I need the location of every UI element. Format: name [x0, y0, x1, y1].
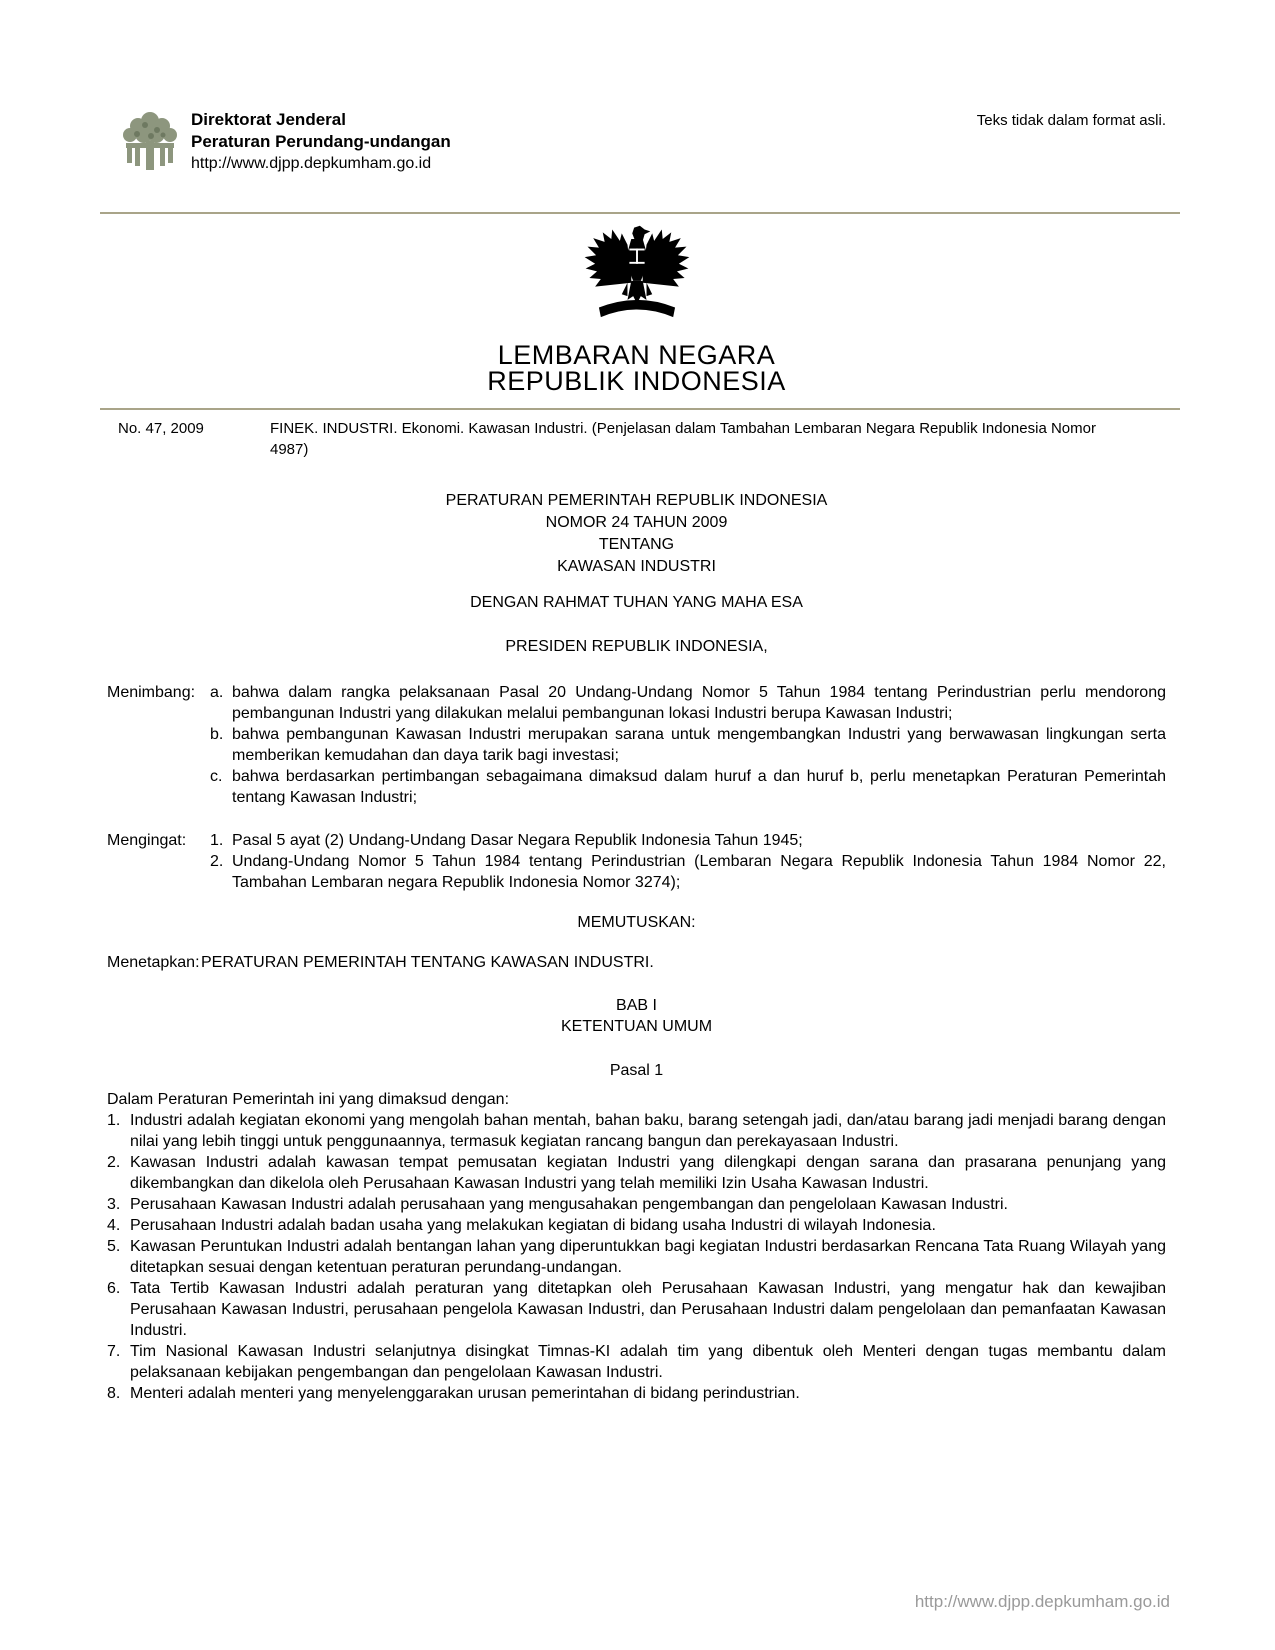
item-text: Industri adalah kegiatan ekonomi yang mengolah bahan mentah, bahan baku, barang setengah jadi, dan/atau barang jadi menjadi barang dengan nilai yang lebih tinggi untuk penggunaannya, termasuk kegiatan rancang bangun dan perekayasaan Industri.: [130, 1112, 1166, 1150]
item-marker: 7.: [107, 1343, 121, 1360]
definition-item: [107, 1278, 1166, 1341]
definition-item: [107, 1215, 1166, 1236]
header-url: http://www.djpp.depkumham.go.id: [191, 155, 432, 172]
item-marker: 2.: [210, 853, 224, 870]
menimbang-section: [107, 682, 1166, 808]
item-marker: 4.: [107, 1217, 121, 1234]
org-name-line1: Direktorat Jenderal: [191, 110, 346, 129]
masthead-line2: REPUBLIK INDONESIA: [487, 366, 786, 396]
mengingat-item: [210, 851, 1166, 893]
definition-item: [107, 1341, 1166, 1383]
item-text: bahwa berdasarkan pertimbangan sebagaimana dimaksud dalam huruf a dan huruf b, perlu menetapkan Peraturan Pemerintah tentang Kawasan Industri;: [232, 768, 1166, 806]
item-marker: 8.: [107, 1385, 121, 1402]
masthead-divider: [100, 408, 1180, 410]
menetapkan-row: [107, 952, 1166, 973]
definition-item: [107, 1110, 1166, 1152]
menetapkan-label: Menetapkan:: [107, 954, 200, 971]
mengingat-label: Mengingat:: [107, 832, 187, 849]
item-marker: 5.: [107, 1238, 121, 1255]
item-text: Undang-Undang Nomor 5 Tahun 1984 tentang Perindustrian (Lembaran Negara Republik Indonesia Tahun 1984 Nomor 22, Tambahan Lembaran negara Republik Indonesia Nomor 3274);: [232, 853, 1166, 891]
item-marker: 3.: [107, 1196, 121, 1213]
garuda-pancasila-emblem-icon: [107, 220, 1166, 338]
menimbang-items: [210, 682, 1166, 808]
definitions-list: [107, 1110, 1166, 1404]
definition-item: [107, 1194, 1166, 1215]
item-text: Pasal 5 ayat (2) Undang-Undang Dasar Negara Republik Indonesia Tahun 1945;: [232, 832, 803, 849]
page-header: [107, 0, 1166, 176]
header-divider: [100, 212, 1180, 214]
item-text: bahwa dalam rangka pelaksanaan Pasal 20 Undang-Undang Nomor 5 Tahun 1984 tentang Perindustrian perlu mendorong pembangunan Industri yang dilakukan melalui pembangunan lokasi Industri berupa Kawasan Industri;: [232, 684, 1166, 722]
regulation-title-line1: PERATURAN PEMERINTAH REPUBLIK INDONESIA: [445, 492, 828, 509]
regulation-title-line4: KAWASAN INDUSTRI: [557, 558, 716, 575]
format-note: Teks tidak dalam format asli.: [976, 112, 1166, 129]
org-name-line2: Peraturan Perundang-undangan: [191, 132, 451, 151]
menimbang-item: [210, 724, 1166, 766]
mengingat-item: [210, 830, 1166, 851]
item-marker: 1.: [107, 1112, 121, 1129]
item-text: Menteri adalah menteri yang menyelenggarakan urusan pemerintahan di bidang perindustrian.: [130, 1385, 800, 1402]
item-text: bahwa pembangunan Kawasan Industri merupakan sarana untuk mengembangkan Industri yang berwawasan lingkungan serta memberikan kemudahan dan daya tarik bagi investasi;: [232, 726, 1166, 764]
authority-line: PRESIDEN REPUBLIK INDONESIA,: [505, 638, 768, 655]
gazette-subject: FINEK. INDUSTRI. Ekonomi. Kawasan Industri. (Penjelasan dalam Tambahan Lembaran Negara Republik Indonesia Nomor 4987): [270, 420, 1096, 458]
org-identity: [191, 108, 451, 175]
definition-item: [107, 1152, 1166, 1194]
item-text: Perusahaan Kawasan Industri adalah perusahaan yang mengusahakan pengembangan dan pengelolaan Kawasan Industri.: [130, 1196, 1008, 1213]
regulation-title-line3: TENTANG: [598, 536, 675, 553]
memutuskan-heading: MEMUTUSKAN:: [577, 914, 696, 931]
item-text: Tata Tertib Kawasan Industri adalah peraturan yang ditetapkan oleh Perusahaan Kawasan Industri, yang mengatur hak dan kewajiban Perusahaan Kawasan Industri, perusahaan pengelola Kawasan Industri, dan Perusahaan Industri dalam pengelolaan dan pemanfaatan Kawasan Industri.: [130, 1280, 1166, 1339]
masthead-line1: LEMBARAN NEGARA: [497, 340, 776, 370]
menimbang-item: [210, 682, 1166, 724]
mengingat-items: [210, 830, 1166, 893]
invocation-line: DENGAN RAHMAT TUHAN YANG MAHA ESA: [470, 594, 803, 611]
regulation-title: [107, 490, 1166, 578]
gazette-number: No. 47, 2009: [118, 420, 204, 437]
item-marker: a.: [210, 684, 224, 701]
item-text: Kawasan Peruntukan Industri adalah bentangan lahan yang diperuntukkan bagi kegiatan Industri berdasarkan Rencana Tata Ruang Wilayah yang ditetapkan sesuai dengan ketentuan peraturan perundang-undangan.: [130, 1238, 1166, 1276]
item-marker: b.: [210, 726, 224, 743]
bab-title: KETENTUAN UMUM: [560, 1018, 713, 1035]
menetapkan-text: PERATURAN PEMERINTAH TENTANG KAWASAN INDUSTRI.: [201, 954, 654, 971]
masthead: [107, 342, 1166, 394]
gazette-meta-row: [107, 418, 1166, 460]
footer-url: http://www.djpp.depkumham.go.id: [914, 1592, 1170, 1611]
item-text: Perusahaan Industri adalah badan usaha yang melakukan kegiatan di bidang usaha Industri di wilayah Indonesia.: [130, 1217, 936, 1234]
menimbang-item: [210, 766, 1166, 808]
pasal-intro: Dalam Peraturan Pemerintah ini yang dimaksud dengan:: [107, 1091, 510, 1108]
item-marker: 2.: [107, 1154, 121, 1171]
item-text: Kawasan Industri adalah kawasan tempat pemusatan kegiatan Industri yang dilengkapi dengan sarana dan prasarana penunjang yang dikembangkan dan dikelola oleh Perusahaan Kawasan Industri yang telah memiliki Izin Usaha Kawasan Industri.: [130, 1154, 1166, 1192]
bab-heading: [107, 995, 1166, 1037]
regulation-title-line2: NOMOR 24 TAHUN 2009: [545, 514, 728, 531]
item-marker: c.: [210, 768, 223, 785]
mengingat-section: [107, 830, 1166, 893]
item-text: Tim Nasional Kawasan Industri selanjutnya disingkat Timnas-KI adalah tim yang dibentuk oleh Menteri dengan tugas membantu dalam pelaksanaan kebijakan pengembangan dan pengelolaan Kawasan Industri.: [130, 1343, 1166, 1381]
item-marker: 1.: [210, 832, 224, 849]
definition-item: [107, 1236, 1166, 1278]
definition-item: [107, 1383, 1166, 1404]
bab-number: BAB I: [616, 997, 657, 1014]
menimbang-label: Menimbang:: [107, 684, 196, 701]
djpp-tree-logo-icon: [117, 108, 183, 176]
pasal-heading: Pasal 1: [609, 1062, 664, 1079]
item-marker: 6.: [107, 1280, 121, 1297]
